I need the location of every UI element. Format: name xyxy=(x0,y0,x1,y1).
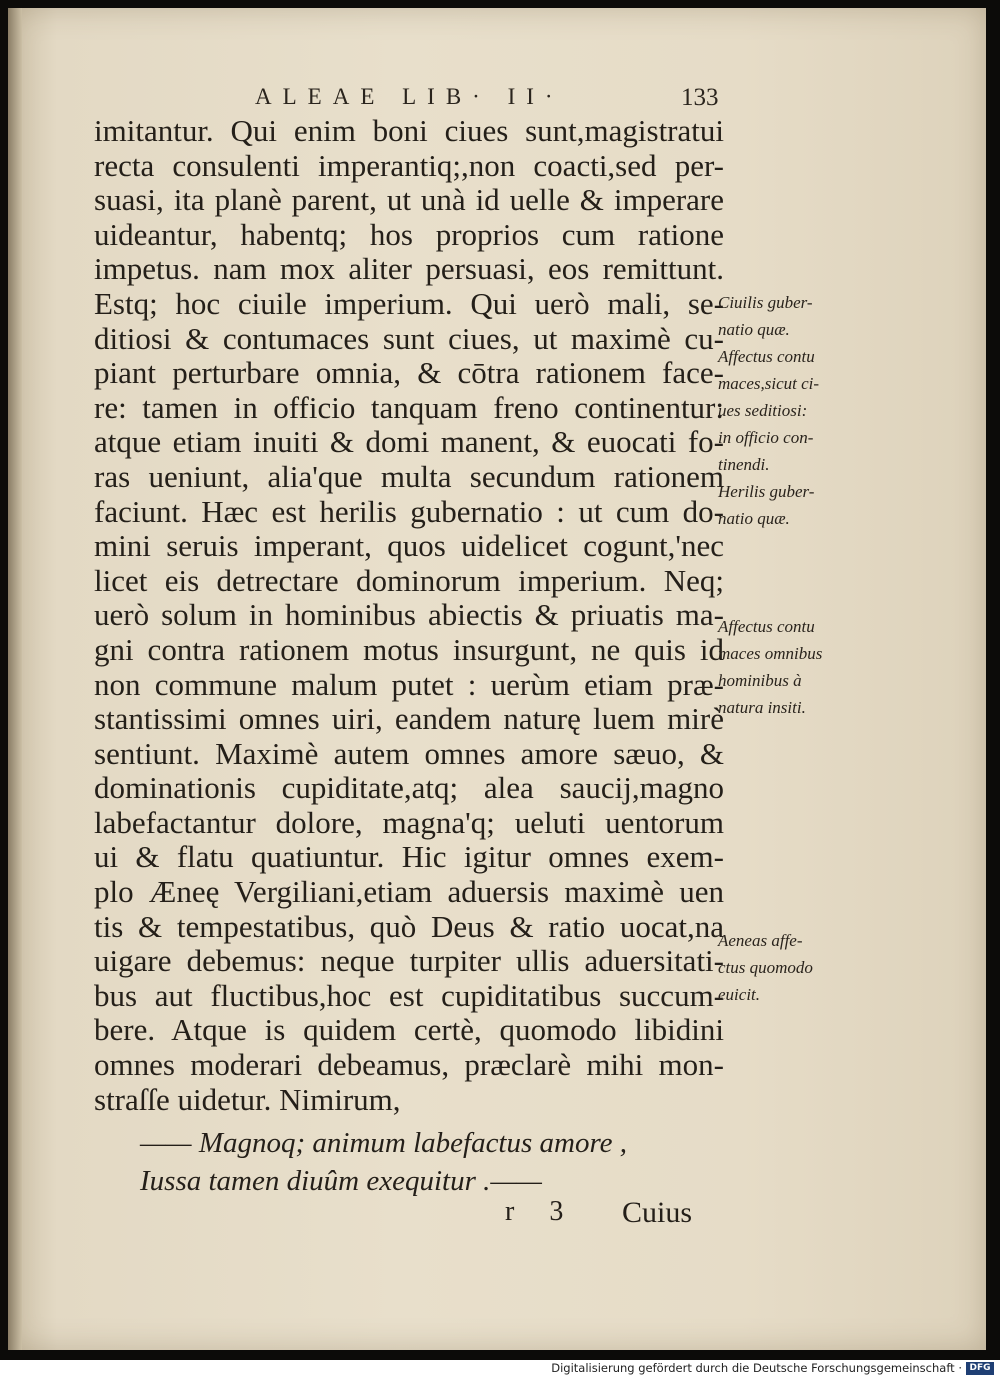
footer-credit: Digitalisierung gefördert durch die Deutsche Forschungsgemeinschaft · xyxy=(551,1361,962,1375)
text-line: ui & flatu quatiuntur. Hic igitur omnes exem- xyxy=(94,840,724,875)
signature-mark: r 3 xyxy=(505,1196,578,1227)
text-line: non commune malum putet : uerùm etiam præ- xyxy=(94,667,724,702)
note-line: ues seditiosi: xyxy=(718,401,808,420)
text-line: atque etiam inuiti & domi manent, & euocati fo- xyxy=(94,425,724,460)
note-line: euicit. xyxy=(718,985,761,1004)
note-line: Affectus contu xyxy=(718,617,815,636)
text-line: re: tamen in officio tanquam freno continentur: xyxy=(94,390,724,425)
note-line: hominibus à xyxy=(718,671,802,690)
text-line: stantissimi omnes uiri, eandem naturę luem mirè xyxy=(94,702,724,737)
note-line: natio quæ. xyxy=(718,509,790,528)
text-line: ditiosi & contumaces sunt ciues, ut maximè cu- xyxy=(94,321,724,356)
verse-line: Iussa tamen diuûm exequitur .—— xyxy=(140,1165,542,1197)
note-line: Aeneas affe- xyxy=(718,931,803,950)
marginal-note-aeneas xyxy=(718,927,813,1008)
note-line: tinendi. xyxy=(718,455,770,474)
page-number: 133 xyxy=(681,84,719,111)
text-line: tis & tempestatibus, quò Deus & ratio uocat,na xyxy=(94,909,724,944)
text-line: uigare debemus: neque turpiter ullis aduersitati- xyxy=(94,944,724,979)
verse-quotation xyxy=(140,1124,627,1200)
text-line: plo Æneę Vergiliani,etiam aduersis maximè uen xyxy=(94,875,724,910)
text-line: suasi, ita planè parent, ut unà id uelle & imperare xyxy=(94,183,724,218)
digitization-footer xyxy=(0,1360,1000,1378)
main-text-block xyxy=(94,114,724,1117)
text-line: straſſe uidetur. Nimirum, xyxy=(94,1082,401,1117)
text-line: bus aut fluctibus,hoc est cupiditatibus succum- xyxy=(94,978,724,1013)
marginal-note-civil-government xyxy=(718,289,819,532)
text-line: recta consulenti imperantiq;,non coacti,sed per- xyxy=(94,148,724,183)
text-line: uerò solum in hominibus abiectis & priuatis ma- xyxy=(94,598,724,633)
page-gutter-edge xyxy=(8,8,22,1350)
dfg-logo: DFG xyxy=(966,1362,994,1375)
verse-line: —— Magnoq; animum labefactus amore , xyxy=(140,1127,628,1159)
note-line: natio quæ. xyxy=(718,320,790,339)
note-line: Ciuilis guber- xyxy=(718,293,813,312)
text-line: mini seruis imperant, quos uidelicet cogunt,'nec xyxy=(94,529,724,564)
text-line: impetus. nam mox aliter persuasi, eos remittunt. xyxy=(94,252,724,287)
text-line: piant perturbare omnia, & cōtra rationem face- xyxy=(94,356,724,391)
text-line: gni contra rationem motus insurgunt, ne quis id xyxy=(94,632,724,667)
text-line: imitantur. Qui enim boni ciues sunt,magistratui xyxy=(94,114,724,148)
note-line: in officio con- xyxy=(718,428,814,447)
text-line: Estq; hoc ciuile imperium. Qui uerò mali, se- xyxy=(94,286,724,321)
note-line: ctus quomodo xyxy=(718,958,813,977)
running-head: ALEAE LIB· II· xyxy=(255,84,564,109)
text-line: labefactantur dolore, magna'q; ueluti uentorum xyxy=(94,805,724,840)
text-line: uideantur, habentq; hos proprios cum ratione xyxy=(94,217,724,252)
note-line: natura insiti. xyxy=(718,698,806,717)
text-line: bere. Atque is quidem certè, quomodo libidini xyxy=(94,1013,724,1048)
text-line: licet eis detrectare dominorum imperium. Neq; xyxy=(94,563,724,598)
marginal-note-affects xyxy=(718,613,822,721)
catchword: Cuius xyxy=(622,1196,693,1229)
text-line: dominationis cupiditate,atq; alea saucij,magno xyxy=(94,771,724,806)
note-line: maces omnibus xyxy=(718,644,823,663)
text-line: faciunt. Hæc est herilis gubernatio : ut cum do- xyxy=(94,494,724,529)
note-line: Herilis guber- xyxy=(718,482,815,501)
text-line: omnes moderari debeamus, præclarè mihi mon- xyxy=(94,1048,724,1083)
note-line: Affectus contu xyxy=(718,347,815,366)
text-line: sentiunt. Maximè autem omnes amore sæuo, & xyxy=(94,736,724,771)
note-line: maces,sicut ci- xyxy=(718,374,820,393)
text-line: ras ueniunt, alia'que multa secundum rationem xyxy=(94,459,724,494)
